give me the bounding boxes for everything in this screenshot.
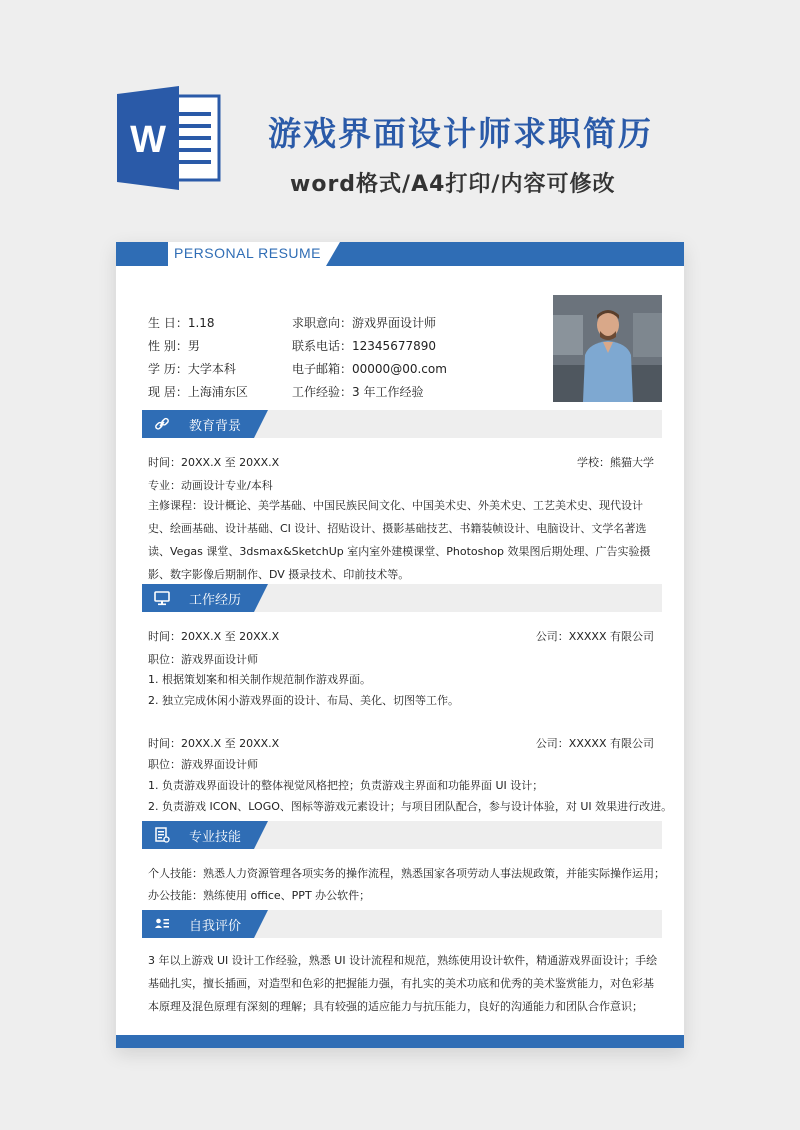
document-icon <box>154 827 170 843</box>
section-self-header <box>142 910 662 938</box>
svg-text:W: W <box>130 119 166 161</box>
profile-photo <box>553 295 662 402</box>
link-icon <box>154 416 170 432</box>
job-1-position: 职位：游戏界面设计师 <box>148 653 258 666</box>
section-work-title: 工作经历 <box>189 593 242 608</box>
section-education-title: 教育背景 <box>189 419 242 434</box>
page-title: 游戏界面设计师求职简历 <box>268 114 653 153</box>
resume-top-bar <box>116 242 684 266</box>
job-2-company: 公司：XXXXX 有限公司 <box>535 737 654 750</box>
hero-header <box>0 0 800 240</box>
education-time: 时间：20XX.X 至 20XX.X <box>148 456 280 469</box>
job-1-duty-2: 2. 独立完成休闲小游戏界面的设计、布局、美化、切图等工作。 <box>148 694 459 707</box>
person-card-icon <box>154 916 170 932</box>
resume-bottom-bar <box>116 1035 684 1048</box>
job-2-duty-1: 1. 负责游戏界面设计的整体视觉风格把控；负责游戏主界面和功能界面 UI 设计； <box>148 779 544 792</box>
section-self-title: 自我评价 <box>189 919 242 934</box>
monitor-icon <box>154 590 170 606</box>
job-1-company: 公司：XXXXX 有限公司 <box>535 630 654 643</box>
skill-office: 办公技能：熟练使用 office、PPT 办公软件； <box>148 889 371 902</box>
info-education: 学 历：大学本科 <box>148 362 236 376</box>
section-education-header <box>142 410 662 438</box>
job-1-duty-1: 1. 根据策划案和相关制作规范制作游戏界面。 <box>148 673 371 686</box>
info-birthday: 生 日：1.18 <box>148 316 215 330</box>
info-phone: 联系电话：12345677890 <box>292 339 436 353</box>
word-document-icon <box>117 86 225 190</box>
self-evaluation-text: 3 年以上游戏 UI 设计工作经验，熟悉 UI 设计流程和规范，熟练使用设计软件，精通游戏界面设计；手绘基础扎实，擅长插画，对造型和色彩的把握能力强，有扎实的美术功底和优秀的美术鉴赏能力，对色彩基本原理及混色原理有深刻的理解；具有较强的适应能力与抗压能力，良好的沟通能力和团队合作意识； <box>148 954 658 1013</box>
info-gender: 性 别：男 <box>148 339 200 353</box>
info-residence: 现 居：上海浦东区 <box>148 385 248 399</box>
education-courses: 主修课程：设计概论、美学基础、中国民族民间文化、中国美术史、外美术史、工艺美术史、现代设计史、绘画基础、设计基础、CI 设计、招贴设计、摄影基础技艺、书籍装帧设计、电脑设计、文学名著选读、Vegas 课堂、3dsmax&SketchUp 室内室外建模课堂、Photoshop 效果图后期处理、广告实验摄影、数字影像后期制作、DV 摄录技术、印前技术等。 <box>148 499 651 581</box>
job-2-time: 时间：20XX.X 至 20XX.X <box>148 737 280 750</box>
job-1-time: 时间：20XX.X 至 20XX.X <box>148 630 280 643</box>
job-2-duty-2: 2. 负责游戏 ICON、LOGO、图标等游戏元素设计；与项目团队配合，参与设计体验，对 UI 效果进行改进。 <box>148 800 673 813</box>
education-major: 专业：动画设计专业/本科 <box>148 479 273 492</box>
info-email: 电子邮箱：00000@00.com <box>292 362 447 376</box>
resume-page <box>116 242 684 1048</box>
info-job-intent: 求职意向：游戏界面设计师 <box>292 316 437 330</box>
education-school: 学校：熊猫大学 <box>577 456 654 469</box>
banner-label: PERSONAL RESUME <box>174 245 322 261</box>
page-subtitle: word格式/A4打印/内容可修改 <box>290 172 616 197</box>
info-experience: 工作经验：3 年工作经验 <box>292 385 424 399</box>
section-skills-header <box>142 821 662 849</box>
section-work-header <box>142 584 662 612</box>
section-skills-title: 专业技能 <box>189 830 242 845</box>
job-2-position: 职位：游戏界面设计师 <box>148 758 258 771</box>
skill-personal: 个人技能：熟悉人力资源管理各项实务的操作流程，熟悉国家各项劳动人事法规政策，并能实际操作运用； <box>148 867 665 880</box>
